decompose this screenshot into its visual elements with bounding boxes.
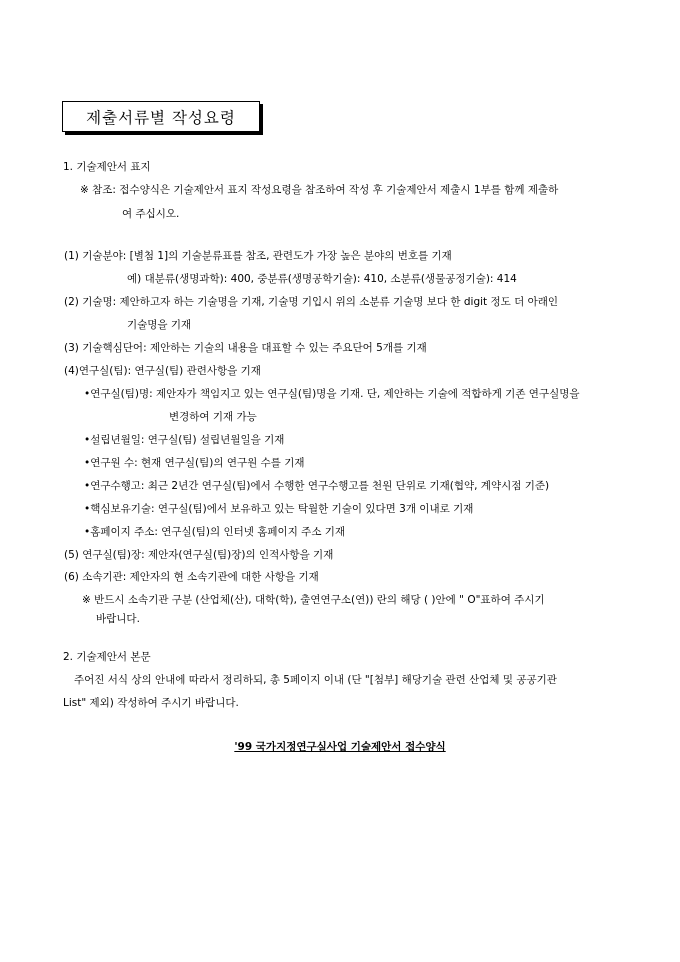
section-2-heading: 2. 기술제안서 본문 — [63, 651, 151, 663]
bullet-lab-name-continued: 변경하여 기재 가능 — [169, 411, 257, 423]
bullet-founding-date: •설립년월일: 연구실(팀) 설립년월일을 기재 — [84, 434, 285, 446]
section-2-body-continued: List" 제외) 작성하여 주시기 바랍니다. — [63, 697, 239, 709]
item-6-affiliation: (6) 소속기관: 제안자의 현 소속기관에 대한 사항을 기재 — [64, 571, 319, 583]
item-2-tech-name: (2) 기술명: 제안하고자 하는 기술명을 기재, 기술명 기입시 위의 소분류 기술명 보다 한 digit 정도 더 아래인 — [64, 296, 559, 308]
affiliation-note: ※ 반드시 소속기관 구분 (산업체(산), 대학(학), 출연연구소(연)) 란의 해당 ( )안에 " O"표하여 주시기 — [82, 594, 545, 606]
item-5-lab-head: (5) 연구실(팀)장: 제안자(연구실(팀)장)의 인적사항을 기재 — [64, 549, 334, 561]
section-1-note-continued: 여 주십시오. — [122, 208, 180, 220]
page-title: 제출서류별 작성요령 — [62, 101, 260, 132]
section-2-body: 주어진 서식 상의 안내에 따라서 정리하되, 총 5페이지 이내 (단 "[첨부] 해당기술 관련 산업체 및 공공기관 — [74, 674, 557, 686]
footer-title: '99 국가지정연구실사업 기술제안서 접수양식 — [234, 741, 446, 753]
affiliation-note-continued: 바랍니다. — [96, 613, 140, 625]
bullet-core-tech: •핵심보유기술: 연구실(팀)에서 보유하고 있는 탁월한 기술이 있다면 3개 이내로 기재 — [84, 503, 474, 515]
item-2-continued: 기술명을 기재 — [127, 319, 192, 331]
item-1-example: 예) 대분류(생명과학): 400, 중분류(생명공학기술): 410, 소분류(생물공정기술): 414 — [127, 273, 517, 285]
item-1-tech-field: (1) 기술분야: [별첨 1]의 기술분류표를 참조, 관련도가 가장 높은 분야의 번호를 기재 — [64, 250, 452, 262]
section-1-heading: 1. 기술제안서 표지 — [63, 161, 151, 173]
item-3-keywords: (3) 기술핵심단어: 제안하는 기술의 내용을 대표할 수 있는 주요단어 5개를 기재 — [64, 342, 427, 354]
item-4-lab: (4)연구실(팀): 연구실(팀) 관련사항을 기재 — [64, 365, 261, 377]
section-1-note: ※ 참조: 접수양식은 기술제안서 표지 작성요령을 참조하여 작성 후 기술제안서 제출시 1부를 함께 제출하 — [80, 184, 559, 196]
bullet-homepage: •홈페이지 주소: 연구실(팀)의 인터넷 홈페이지 주소 기재 — [84, 526, 346, 538]
bullet-research-volume: •연구수행고: 최근 2년간 연구실(팀)에서 수행한 연구수행고를 천원 단위로 기재(협약, 계약시점 기준) — [84, 480, 550, 492]
bullet-researcher-count: •연구원 수: 현재 연구실(팀)의 연구원 수를 기재 — [84, 457, 305, 469]
bullet-lab-name: •연구실(팀)명: 제안자가 책임지고 있는 연구실(팀)명을 기재. 단, 제안하는 기술에 적합하게 기존 연구실명을 — [84, 388, 580, 400]
